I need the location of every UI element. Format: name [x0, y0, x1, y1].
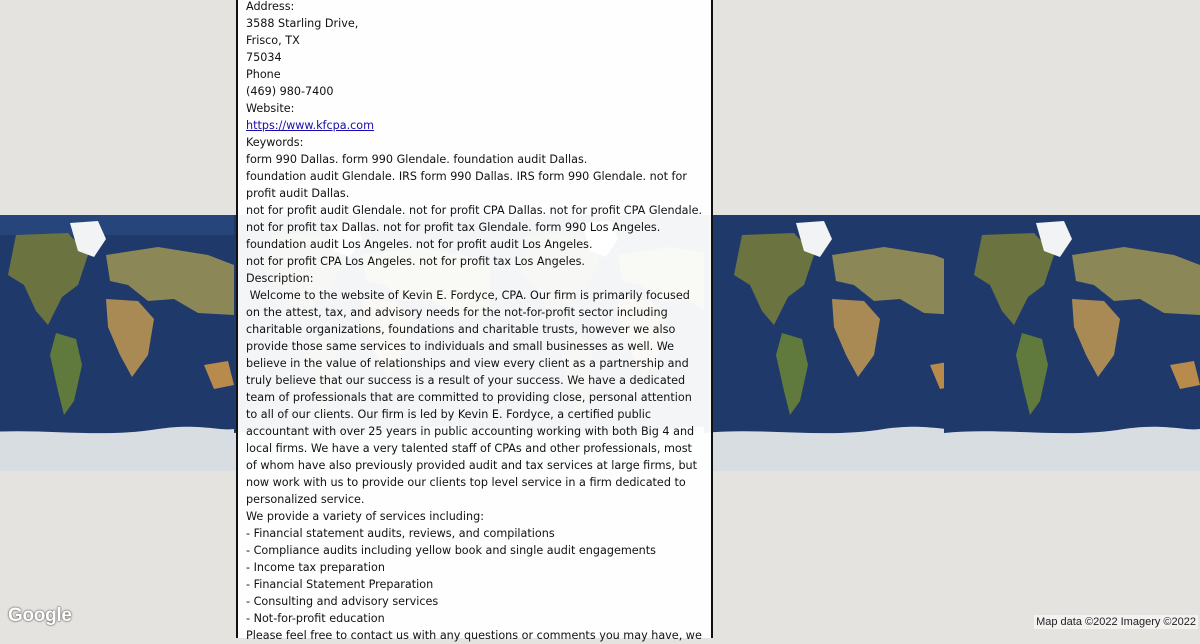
world-tile-4: [704, 215, 960, 471]
description-text: Welcome to the website of Kevin E. Fordyce, CPA. Our firm is primarily focused on the attest, tax, and advisory needs for the not-for-profit sector including charitable organizations, foundations and charitable trusts, however we also provide those same services to individuals and small businesses as well. We believe in the value of relationships and view every client as a partnership and truly believe that our success is a result of your success. We have a dedicated team of professionals that are committed to providing close, personal attention to all of our clients. Our firm is led by Kevin E. Fordyce, a certified public accountant with over 25 years in public accounting working with both Big 4 and local firms. We have a very talented staff of CPAs and other professionals, most of whom have also previously provided audit and tax services at large firms, but now work with us to provide our clients top level service in a firm dedicated to personalized service.: [246, 289, 701, 506]
keywords-line: foundation audit Los Angeles. not for profit audit Los Angeles.: [246, 238, 593, 251]
map-attribution[interactable]: Map data ©2022 Imagery ©2022: [1036, 616, 1196, 628]
keywords-line: form 990 Dallas. form 990 Glendale. foundation audit Dallas.: [246, 153, 588, 166]
description-label: Description:: [246, 272, 314, 285]
services-intro: We provide a variety of services including:: [246, 510, 484, 523]
phone-number: (469) 980-7400: [246, 85, 334, 98]
service-item: - Consulting and advisory services: [246, 595, 439, 608]
service-item: - Not-for-profit education: [246, 612, 385, 625]
business-info-panel: [236, 0, 713, 642]
world-tile-5: [944, 215, 1200, 471]
keywords-label: Keywords:: [246, 136, 304, 149]
city-state: Frisco, TX: [246, 34, 300, 47]
google-logo[interactable]: Google: [8, 605, 72, 626]
address-label: Address:: [246, 0, 295, 13]
zip-code: 75034: [246, 51, 282, 64]
keywords-line: not for profit tax Dallas. not for profit tax Glendale. form 990 Los Angeles.: [246, 221, 661, 234]
keywords-line: foundation audit Glendale. IRS form 990 Dallas. IRS form 990 Glendale. not for profit audit Dallas.: [246, 170, 687, 200]
keywords-line: not for profit audit Glendale. not for profit CPA Dallas. not for profit CPA Glendale.: [246, 204, 703, 217]
closing-text: Please feel free to contact us with any questions or comments you may have, we: [246, 629, 702, 642]
service-item: - Compliance audits including yellow book and single audit engagements: [246, 544, 656, 557]
service-item: - Financial Statement Preparation: [246, 578, 434, 591]
service-item: - Financial statement audits, reviews, and compilations: [246, 527, 555, 540]
website-link[interactable]: https://www.kfcpa.com: [246, 119, 375, 132]
world-tile-1: [0, 215, 234, 471]
service-item: - Income tax preparation: [246, 561, 385, 574]
phone-label: Phone: [246, 68, 281, 81]
street-address: 3588 Starling Drive,: [246, 17, 359, 30]
keywords-line: not for profit CPA Los Angeles. not for profit tax Los Angeles.: [246, 255, 585, 268]
website-label: Website:: [246, 102, 295, 115]
